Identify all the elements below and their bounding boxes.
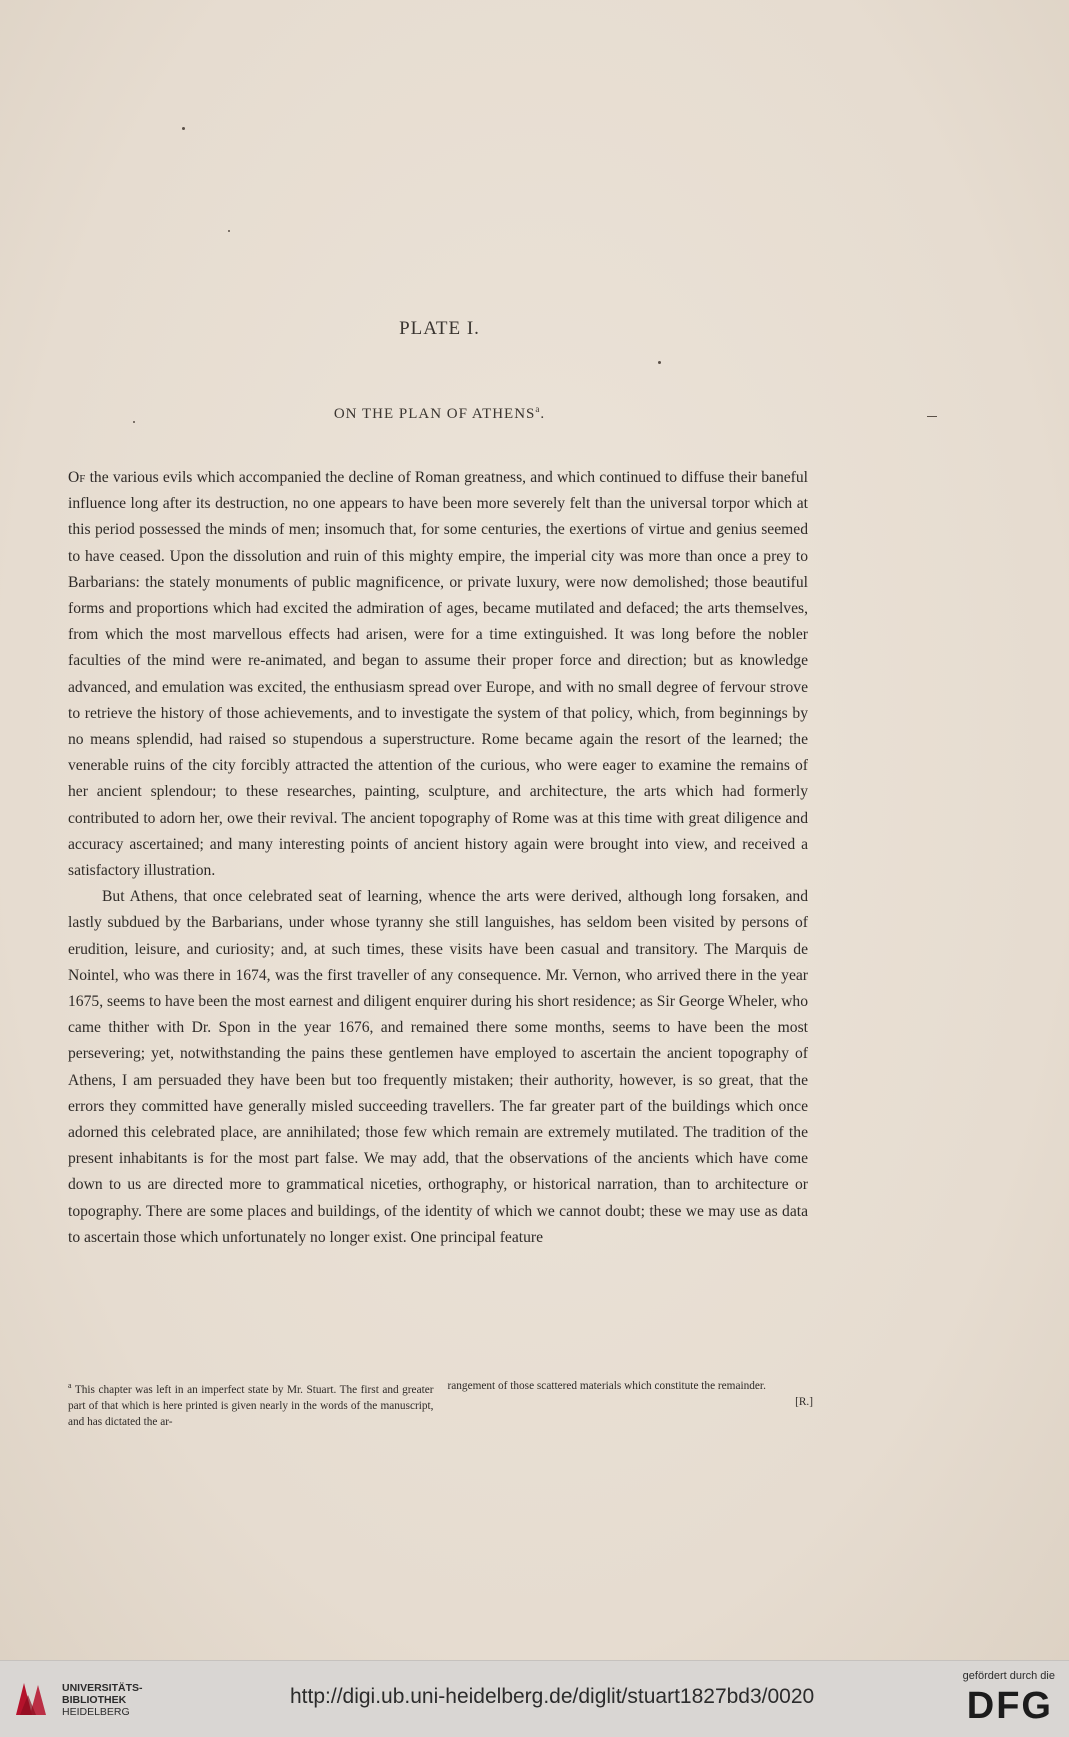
chapter-title: ON THE PLAN OF ATHENS$^a$.: [333, 404, 546, 422]
library-name-line-1: UNIVERSITÄTS-: [62, 1682, 143, 1694]
chapter-title-text: ON THE PLAN OF ATHENS: [333, 406, 536, 422]
footnote-right-column: [448, 1378, 814, 1430]
footnote-attribution: [R.]: [795, 1396, 813, 1408]
library-name-line-3: HEIDELBERG: [62, 1706, 130, 1718]
drop-initial: Of: [68, 469, 86, 486]
library-name-line-2: BIBLIOTHEK: [62, 1694, 127, 1706]
paragraph-2: [68, 884, 808, 1251]
funding-label: gefördert durch die: [962, 1670, 1055, 1682]
dfg-logo[interactable]: DFG: [966, 1685, 1053, 1727]
footnote-right-text: rangement of those scattered materials which constitute the remainder.: [447, 1380, 766, 1392]
footnote-left-column: [68, 1378, 434, 1430]
footer-bar: [0, 1660, 1069, 1737]
paragraph-text: But Athens, that once celebrated seat of learning, whence the arts were derived, although long forsaken, and lastly subdued by the Barbarians, under whose tyranny she still languishes, has seldom been visited by persons of erudition, leisure, and curiosity; and, at such times, these visits have been casual and transitory. The Marquis de Nointel, who was there in 1674, was the first traveller of any consequence. Mr. Vernon, who arrived there in the year 1675, seems to have been the most earnest and diligent enquirer during his short residence; as Sir George Wheler, who came thither with Dr. Spon in the year 1676, and remained there some months, seems to have been the most persevering; yet, notwithstanding the pains these gentlemen have employed to ascertain the ancient topography of Athens, I am persuaded they have been but too frequently mistaken; their authority, however, is so great, that the errors they committed have generally misled succeeding travellers. The far greater part of the buildings which once adorned this celebrated place, are annihilated; those few which remain are extremely mutilated. The tradition of the present inhabitants is for the most part false. We may add, that the observations of the ancients which have come down to us are directed more to grammatical niceties, orthography, or historical narration, than to architecture or topography. There are some places and buildings, of the identity of which we cannot doubt; these we may use as data to ascertain those which unfortunately no longer exist. One principal feature: [68, 888, 808, 1246]
footnote-left-text: This chapter was left in an imperfect state by Mr. Stuart. The first and greater part of that which is here printed is given nearly in the words of the manuscript, and has dictated the ar-: [68, 1383, 434, 1428]
plate-title: PLATE I.: [399, 318, 480, 339]
body-text: [68, 465, 808, 1251]
university-library-logo-icon[interactable]: [10, 1675, 56, 1721]
paragraph-text: the various evils which accompanied the decline of Roman greatness, and which continued to diffuse their baneful influence long after its destruction, no one appears to have been more severely felt than the universal torpor which at this period possessed the minds of men; insomuch that, for some centuries, the exertions of virtue and genius seemed to have ceased. Upon the dissolution and ruin of this mighty empire, the imperial city was more than once a prey to Barbarians: the stately monuments of public magnificence, or private luxury, were now demolished; those beautiful forms and proportions which had excited the admiration of ages, became mutilated and defaced; the arts themselves, from which the most marvellous effects had arisen, were for a time extinguished. It was long before the nobler faculties of the mind were re-animated, and began to assume their proper force and direction; but as knowledge advanced, and emulation was excited, the enthusiasm spread over Europe, and with no small degree of fervour strove to retrieve the history of those achievements, and to investigate the system of that policy, which, from beginnings by no means splendid, had raised so stupendous a superstructure. Rome became again the resort of the learned; the venerable ruins of the city forcibly attracted the attention of the curious, who were eager to examine the remains of her ancient splendour; to these researches, painting, sculpture, and architecture, the arts which had formerly contributed to adorn her, owe their revival. The ancient topography of Rome was at this time with great diligence and accuracy ascertained; and many interesting points of ancient history again were brought into view, and received a satisfactory illustration.: [68, 469, 808, 880]
library-name: [62, 1682, 143, 1718]
chapter-footnote-marker: a: [535, 404, 541, 414]
permalink-url[interactable]: http://digi.ub.uni-heidelberg.de/diglit/stuart1827bd3/0020: [290, 1685, 815, 1708]
paragraph-1: [68, 465, 808, 884]
footnote-marker: a: [68, 1381, 72, 1390]
footnote: [68, 1378, 813, 1430]
